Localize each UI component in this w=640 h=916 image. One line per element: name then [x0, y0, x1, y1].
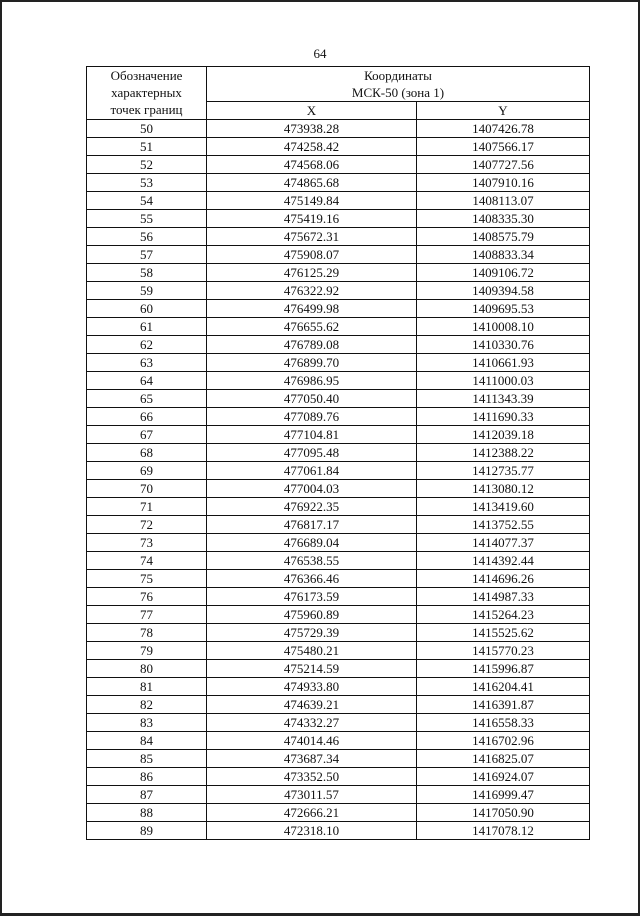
- y-coordinate-cell: 1416924.07: [417, 768, 590, 786]
- point-number-cell: 58: [87, 264, 207, 282]
- x-coordinate-cell: 474639.21: [207, 696, 417, 714]
- point-number-cell: 57: [87, 246, 207, 264]
- x-coordinate-cell: 477050.40: [207, 390, 417, 408]
- point-number-cell: 77: [87, 606, 207, 624]
- point-number-cell: 62: [87, 336, 207, 354]
- x-coordinate-cell: 472318.10: [207, 822, 417, 840]
- x-coordinate-cell: 474865.68: [207, 174, 417, 192]
- y-coordinate-cell: 1414987.33: [417, 588, 590, 606]
- table-row: [87, 660, 590, 678]
- x-coordinate-cell: 475960.89: [207, 606, 417, 624]
- y-coordinate-cell: 1409695.53: [417, 300, 590, 318]
- point-number-cell: 82: [87, 696, 207, 714]
- table-row: [87, 120, 590, 138]
- table-row: [87, 732, 590, 750]
- table-row: [87, 768, 590, 786]
- x-coordinate-cell: 473687.34: [207, 750, 417, 768]
- x-coordinate-cell: 476366.46: [207, 570, 417, 588]
- y-coordinate-cell: 1410330.76: [417, 336, 590, 354]
- y-coordinate-cell: 1411690.33: [417, 408, 590, 426]
- table-row: [87, 462, 590, 480]
- table-row: [87, 606, 590, 624]
- x-coordinate-cell: 475149.84: [207, 192, 417, 210]
- page-number: 64: [313, 46, 327, 61]
- coordinates-group-header: [207, 67, 590, 102]
- table-row: [87, 444, 590, 462]
- x-coordinate-cell: 476125.29: [207, 264, 417, 282]
- table-row: [87, 750, 590, 768]
- x-coordinate-cell: 475480.21: [207, 642, 417, 660]
- point-number-cell: 78: [87, 624, 207, 642]
- table-row: [87, 318, 590, 336]
- point-number-cell: 72: [87, 516, 207, 534]
- point-number-cell: 84: [87, 732, 207, 750]
- x-coordinate-cell: 477089.76: [207, 408, 417, 426]
- point-label-header-line3: точек границ: [110, 102, 183, 117]
- table-row: [87, 210, 590, 228]
- y-coordinate-cell: 1416391.87: [417, 696, 590, 714]
- table-row: [87, 426, 590, 444]
- x-coordinate-cell: 476899.70: [207, 354, 417, 372]
- x-coordinate-cell: 476922.35: [207, 498, 417, 516]
- y-coordinate-cell: 1411000.03: [417, 372, 590, 390]
- table-row: [87, 822, 590, 840]
- y-coordinate-cell: 1412388.22: [417, 444, 590, 462]
- x-coordinate-cell: 475214.59: [207, 660, 417, 678]
- y-coordinate-cell: 1407727.56: [417, 156, 590, 174]
- table-row: [87, 156, 590, 174]
- x-column-header: X: [207, 102, 417, 120]
- table-row: [87, 516, 590, 534]
- y-coordinate-cell: 1413419.60: [417, 498, 590, 516]
- point-number-cell: 54: [87, 192, 207, 210]
- y-coordinate-cell: 1414077.37: [417, 534, 590, 552]
- point-label-header: [87, 67, 207, 120]
- table-row: [87, 624, 590, 642]
- y-coordinate-cell: 1409394.58: [417, 282, 590, 300]
- point-number-cell: 60: [87, 300, 207, 318]
- x-coordinate-cell: 473938.28: [207, 120, 417, 138]
- point-label-header-line2: характерных: [111, 85, 182, 100]
- point-number-cell: 87: [87, 786, 207, 804]
- point-number-cell: 64: [87, 372, 207, 390]
- coordinates-table-body: [87, 120, 590, 840]
- x-coordinate-cell: 476817.17: [207, 516, 417, 534]
- point-number-cell: 52: [87, 156, 207, 174]
- point-number-cell: 67: [87, 426, 207, 444]
- y-coordinate-cell: 1407910.16: [417, 174, 590, 192]
- y-coordinate-cell: 1414696.26: [417, 570, 590, 588]
- x-coordinate-cell: 475419.16: [207, 210, 417, 228]
- point-number-cell: 89: [87, 822, 207, 840]
- x-coordinate-cell: 476789.08: [207, 336, 417, 354]
- x-coordinate-cell: 474014.46: [207, 732, 417, 750]
- y-coordinate-cell: 1410661.93: [417, 354, 590, 372]
- y-coordinate-cell: 1408113.07: [417, 192, 590, 210]
- y-column-header: Y: [417, 102, 590, 120]
- y-coordinate-cell: 1416204.41: [417, 678, 590, 696]
- table-row: [87, 534, 590, 552]
- point-number-cell: 75: [87, 570, 207, 588]
- x-coordinate-cell: 476322.92: [207, 282, 417, 300]
- x-coordinate-cell: 475908.07: [207, 246, 417, 264]
- point-number-cell: 71: [87, 498, 207, 516]
- x-coordinate-cell: 476499.98: [207, 300, 417, 318]
- point-number-cell: 53: [87, 174, 207, 192]
- y-coordinate-cell: 1416558.33: [417, 714, 590, 732]
- table-row: [87, 264, 590, 282]
- table-row: [87, 300, 590, 318]
- x-coordinate-cell: 476655.62: [207, 318, 417, 336]
- page-border-left: [0, 0, 2, 916]
- point-number-cell: 65: [87, 390, 207, 408]
- x-coordinate-cell: 477061.84: [207, 462, 417, 480]
- table-row: [87, 174, 590, 192]
- table-row: [87, 588, 590, 606]
- y-coordinate-cell: 1412039.18: [417, 426, 590, 444]
- point-number-cell: 88: [87, 804, 207, 822]
- y-coordinate-cell: 1417050.90: [417, 804, 590, 822]
- x-coordinate-cell: 474332.27: [207, 714, 417, 732]
- x-coordinate-cell: 475729.39: [207, 624, 417, 642]
- table-row: [87, 642, 590, 660]
- point-number-cell: 51: [87, 138, 207, 156]
- table-row: [87, 282, 590, 300]
- point-number-cell: 83: [87, 714, 207, 732]
- coordinates-header-line1: Координаты: [364, 68, 432, 83]
- x-coordinate-cell: 474933.80: [207, 678, 417, 696]
- x-coordinate-cell: 476538.55: [207, 552, 417, 570]
- table-row: [87, 480, 590, 498]
- point-number-cell: 81: [87, 678, 207, 696]
- point-number-cell: 68: [87, 444, 207, 462]
- y-coordinate-cell: 1407566.17: [417, 138, 590, 156]
- table-row: [87, 246, 590, 264]
- table-row: [87, 498, 590, 516]
- point-number-cell: 55: [87, 210, 207, 228]
- x-coordinate-cell: 476986.95: [207, 372, 417, 390]
- point-number-cell: 76: [87, 588, 207, 606]
- table-row: [87, 570, 590, 588]
- point-number-cell: 59: [87, 282, 207, 300]
- table-row: [87, 552, 590, 570]
- x-coordinate-cell: 477104.81: [207, 426, 417, 444]
- page-border-top: [0, 0, 640, 2]
- point-number-cell: 70: [87, 480, 207, 498]
- x-coordinate-cell: 473011.57: [207, 786, 417, 804]
- y-coordinate-cell: 1415770.23: [417, 642, 590, 660]
- table-row: [87, 372, 590, 390]
- x-coordinate-cell: 474258.42: [207, 138, 417, 156]
- table-row: [87, 804, 590, 822]
- table-row: [87, 228, 590, 246]
- y-coordinate-cell: 1413752.55: [417, 516, 590, 534]
- x-coordinate-cell: 472666.21: [207, 804, 417, 822]
- point-number-cell: 63: [87, 354, 207, 372]
- point-number-cell: 69: [87, 462, 207, 480]
- y-coordinate-cell: 1416999.47: [417, 786, 590, 804]
- y-coordinate-cell: 1416702.96: [417, 732, 590, 750]
- table-row: [87, 138, 590, 156]
- y-coordinate-cell: 1412735.77: [417, 462, 590, 480]
- point-label-header-line1: Обозначение: [110, 68, 183, 83]
- point-number-cell: 50: [87, 120, 207, 138]
- y-coordinate-cell: 1414392.44: [417, 552, 590, 570]
- table-row: [87, 192, 590, 210]
- x-coordinate-cell: 473352.50: [207, 768, 417, 786]
- y-coordinate-cell: 1417078.12: [417, 822, 590, 840]
- y-coordinate-cell: 1416825.07: [417, 750, 590, 768]
- y-coordinate-cell: 1410008.10: [417, 318, 590, 336]
- point-number-cell: 80: [87, 660, 207, 678]
- y-coordinate-cell: 1411343.39: [417, 390, 590, 408]
- y-coordinate-cell: 1408833.34: [417, 246, 590, 264]
- coordinates-header-line2: МСК-50 (зона 1): [351, 85, 445, 100]
- x-coordinate-cell: 476689.04: [207, 534, 417, 552]
- x-coordinate-cell: 475672.31: [207, 228, 417, 246]
- table-row: [87, 354, 590, 372]
- y-coordinate-cell: 1415525.62: [417, 624, 590, 642]
- table-row: [87, 678, 590, 696]
- table-row: [87, 408, 590, 426]
- table-row: [87, 696, 590, 714]
- table-row: [87, 786, 590, 804]
- point-number-cell: 61: [87, 318, 207, 336]
- point-number-cell: 56: [87, 228, 207, 246]
- table-row: [87, 714, 590, 732]
- x-coordinate-cell: 477095.48: [207, 444, 417, 462]
- coordinates-table: [86, 66, 590, 840]
- point-number-cell: 85: [87, 750, 207, 768]
- point-number-cell: 73: [87, 534, 207, 552]
- table-row: [87, 336, 590, 354]
- y-coordinate-cell: 1408335.30: [417, 210, 590, 228]
- point-number-cell: 79: [87, 642, 207, 660]
- x-coordinate-cell: 477004.03: [207, 480, 417, 498]
- table-row: [87, 390, 590, 408]
- point-number-cell: 66: [87, 408, 207, 426]
- x-coordinate-cell: 476173.59: [207, 588, 417, 606]
- y-coordinate-cell: 1413080.12: [417, 480, 590, 498]
- y-coordinate-cell: 1407426.78: [417, 120, 590, 138]
- y-coordinate-cell: 1415264.23: [417, 606, 590, 624]
- y-coordinate-cell: 1408575.79: [417, 228, 590, 246]
- point-number-cell: 74: [87, 552, 207, 570]
- y-coordinate-cell: 1409106.72: [417, 264, 590, 282]
- x-coordinate-cell: 474568.06: [207, 156, 417, 174]
- point-number-cell: 86: [87, 768, 207, 786]
- y-coordinate-cell: 1415996.87: [417, 660, 590, 678]
